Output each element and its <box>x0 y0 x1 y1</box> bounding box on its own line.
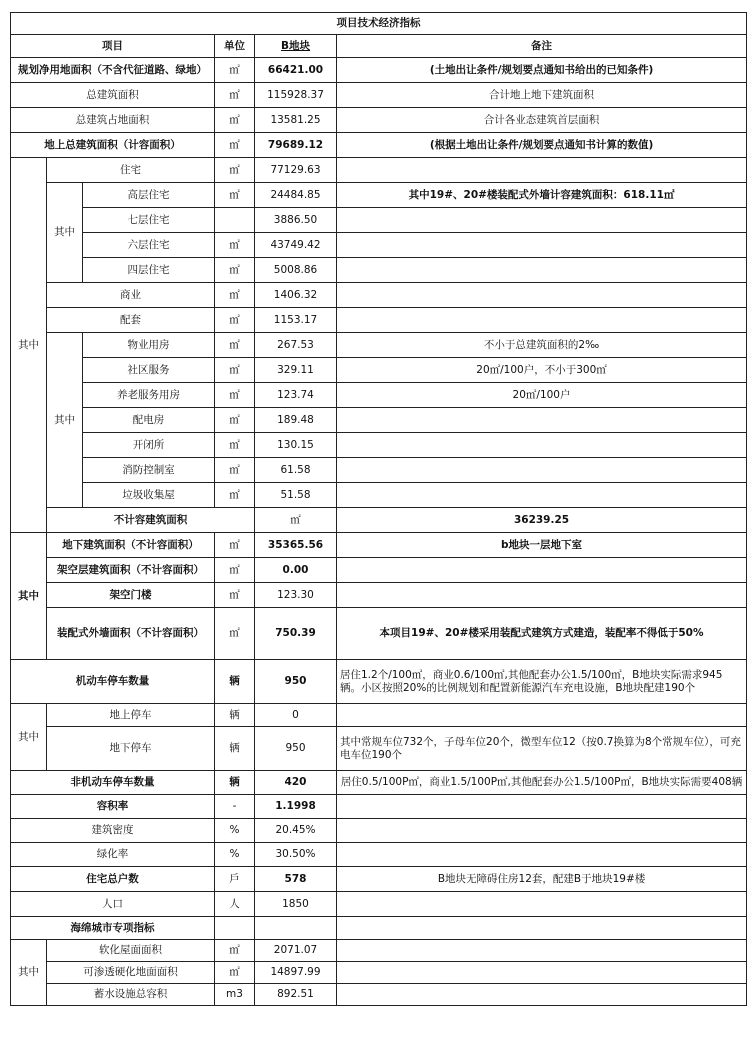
row-note <box>337 940 747 962</box>
table-row <box>11 583 747 608</box>
row-unit: 辆 <box>215 704 255 727</box>
row-note: 本项目19#、20#楼采用装配式建筑方式建造，装配率不得低于50% <box>337 608 747 660</box>
tech-econ-table <box>10 12 747 1006</box>
table-row <box>11 917 747 940</box>
row-note <box>337 408 747 433</box>
row-unit: ㎡ <box>215 483 255 508</box>
row-label: 商业 <box>47 283 215 308</box>
row-unit: 辆 <box>215 771 255 795</box>
group-label: 其中 <box>11 158 47 533</box>
row-unit: ㎡ <box>215 408 255 433</box>
table-row <box>11 108 747 133</box>
row-label: 地下建筑面积（不计容面积） <box>47 533 215 558</box>
row-note <box>337 433 747 458</box>
row-value: 1850 <box>255 892 337 917</box>
table-row <box>11 58 747 83</box>
row-unit: - <box>215 795 255 819</box>
row-note <box>337 233 747 258</box>
row-unit: ㎡ <box>215 962 255 984</box>
subgroup-label: 其中 <box>47 333 83 508</box>
row-note <box>337 917 747 940</box>
row-note <box>337 819 747 843</box>
row-note: 其中常规车位732个，子母车位20个，微型车位12（按0.7换算为8个常规车位），可充电车位190个 <box>337 727 747 771</box>
row-label: 配电房 <box>83 408 215 433</box>
row-label: 架空门楼 <box>47 583 215 608</box>
row-value: 130.15 <box>255 433 337 458</box>
row-value: 0.00 <box>255 558 337 583</box>
row-value: 14897.99 <box>255 962 337 984</box>
row-unit: % <box>215 819 255 843</box>
table-row <box>11 358 747 383</box>
row-value <box>255 917 337 940</box>
row-value: 43749.42 <box>255 233 337 258</box>
row-note: 不小于总建筑面积的2‰ <box>337 333 747 358</box>
row-label: 蓄水设施总容积 <box>47 984 215 1006</box>
row-value: 950 <box>255 660 337 704</box>
row-value: 5008.86 <box>255 258 337 283</box>
row-note <box>337 483 747 508</box>
row-note <box>337 795 747 819</box>
table-row <box>11 727 747 771</box>
row-value: 30.50% <box>255 843 337 867</box>
row-label: 机动车停车数量 <box>11 660 215 704</box>
table-row <box>11 508 747 533</box>
table-row <box>11 962 747 984</box>
header-item: 项目 <box>11 35 215 58</box>
row-label: 架空层建筑面积（不计容面积） <box>47 558 215 583</box>
row-label: 地上总建筑面积（计容面积） <box>11 133 215 158</box>
row-unit: ㎡ <box>215 283 255 308</box>
row-label: 垃圾收集屋 <box>83 483 215 508</box>
table-row <box>11 258 747 283</box>
row-unit: ㎡ <box>215 458 255 483</box>
row-value: 2071.07 <box>255 940 337 962</box>
table-row <box>11 795 747 819</box>
row-value: 35365.56 <box>255 533 337 558</box>
row-value: 267.53 <box>255 333 337 358</box>
row-value: 20.45% <box>255 819 337 843</box>
table-row <box>11 333 747 358</box>
row-unit: ㎡ <box>215 108 255 133</box>
row-unit: ㎡ <box>215 940 255 962</box>
header-value: B地块 <box>255 35 337 58</box>
table-row <box>11 233 747 258</box>
header-note: 备注 <box>337 35 747 58</box>
row-note <box>337 208 747 233</box>
group-label: 其中 <box>11 533 47 660</box>
row-value: 79689.12 <box>255 133 337 158</box>
row-value: 61.58 <box>255 458 337 483</box>
row-value: 36239.25 <box>337 508 747 533</box>
row-unit: ㎡ <box>215 58 255 83</box>
row-label: 软化屋面面积 <box>47 940 215 962</box>
row-note <box>337 704 747 727</box>
row-note <box>337 558 747 583</box>
table-row <box>11 408 747 433</box>
row-unit <box>215 917 255 940</box>
row-unit: 辆 <box>215 660 255 704</box>
row-unit: 戶 <box>215 867 255 892</box>
row-label: 海绵城市专项指标 <box>11 917 215 940</box>
row-note: 20㎡/100户 <box>337 383 747 408</box>
row-label: 非机动车停车数量 <box>11 771 215 795</box>
row-label: 七层住宅 <box>83 208 215 233</box>
row-label: 地上停车 <box>47 704 215 727</box>
table-row <box>11 867 747 892</box>
row-label: 高层住宅 <box>83 183 215 208</box>
row-label: 住宅总户数 <box>11 867 215 892</box>
table-row <box>11 158 747 183</box>
table-row <box>11 208 747 233</box>
row-note <box>337 892 747 917</box>
row-label: 地下停车 <box>47 727 215 771</box>
row-label: 社区服务 <box>83 358 215 383</box>
header-row <box>11 35 747 58</box>
row-label: 养老服务用房 <box>83 383 215 408</box>
row-label: 不计容建筑面积 <box>47 508 255 533</box>
row-unit: ㎡ <box>215 358 255 383</box>
row-value: 123.74 <box>255 383 337 408</box>
table-row <box>11 383 747 408</box>
row-value: 0 <box>255 704 337 727</box>
row-label: 总建筑占地面积 <box>11 108 215 133</box>
row-label: 可渗透硬化地面面积 <box>47 962 215 984</box>
row-unit: ㎡ <box>215 583 255 608</box>
row-unit: ㎡ <box>215 558 255 583</box>
row-unit: ㎡ <box>215 258 255 283</box>
row-value: 77129.63 <box>255 158 337 183</box>
row-label: 住宅 <box>47 158 215 183</box>
row-value: 750.39 <box>255 608 337 660</box>
row-label: 装配式外墙面积（不计容面积） <box>47 608 215 660</box>
row-unit: ㎡ <box>215 308 255 333</box>
table-row <box>11 558 747 583</box>
table-row <box>11 433 747 458</box>
row-unit: ㎡ <box>215 158 255 183</box>
table-row <box>11 183 747 208</box>
row-note <box>337 984 747 1006</box>
row-label: 总建筑面积 <box>11 83 215 108</box>
table-row <box>11 458 747 483</box>
table-row <box>11 83 747 108</box>
row-value: 1406.32 <box>255 283 337 308</box>
row-label: 配套 <box>47 308 215 333</box>
row-label: 建筑密度 <box>11 819 215 843</box>
row-note <box>337 258 747 283</box>
row-note: 合计地上地下建筑面积 <box>337 83 747 108</box>
row-note: 合计各业态建筑首层面积 <box>337 108 747 133</box>
row-note <box>337 583 747 608</box>
header-unit: 单位 <box>215 35 255 58</box>
tech-econ-table-wrapper <box>10 12 746 1006</box>
table-row <box>11 704 747 727</box>
row-unit: ㎡ <box>215 608 255 660</box>
subgroup-label: 其中 <box>47 183 83 283</box>
table-title: 项目技术经济指标 <box>11 13 747 35</box>
row-unit: ㎡ <box>255 508 337 533</box>
row-note: (土地出让条件/规划要点通知书给出的已知条件) <box>337 58 747 83</box>
row-note <box>337 843 747 867</box>
table-row <box>11 608 747 660</box>
row-value: 420 <box>255 771 337 795</box>
row-unit: ㎡ <box>215 233 255 258</box>
row-unit: ㎡ <box>215 83 255 108</box>
row-note: b地块一层地下室 <box>337 533 747 558</box>
row-note: B地块无障碍住房12套，配建B于地块19#楼 <box>337 867 747 892</box>
row-value: 950 <box>255 727 337 771</box>
row-label: 开闭所 <box>83 433 215 458</box>
row-value: 1153.17 <box>255 308 337 333</box>
row-note: 居住0.5/100P㎡，商业1.5/100P㎡,其他配套办公1.5/100P㎡，B地块实际需要408辆 <box>337 771 747 795</box>
row-label: 绿化率 <box>11 843 215 867</box>
row-note <box>337 283 747 308</box>
row-unit: ㎡ <box>215 333 255 358</box>
table-row <box>11 843 747 867</box>
row-note: 居住1.2个/100㎡，商业0.6/100㎡,其他配套办公1.5/100㎡，B地块实际需求945辆。小区按照20%的比例规划和配置新能源汽车充电设施，B地块配建190个 <box>337 660 747 704</box>
row-note: 其中19#、20#楼装配式外墙计容建筑面积：618.11㎡ <box>337 183 747 208</box>
row-unit: % <box>215 843 255 867</box>
row-value: 51.58 <box>255 483 337 508</box>
row-note: 20㎡/100户，不小于300㎡ <box>337 358 747 383</box>
row-note <box>337 458 747 483</box>
row-label: 规划净用地面积（不含代征道路、绿地） <box>11 58 215 83</box>
row-label: 四层住宅 <box>83 258 215 283</box>
row-note <box>337 308 747 333</box>
row-label: 六层住宅 <box>83 233 215 258</box>
row-note <box>337 158 747 183</box>
row-label: 人口 <box>11 892 215 917</box>
row-note <box>337 962 747 984</box>
row-value: 115928.37 <box>255 83 337 108</box>
row-value: 329.11 <box>255 358 337 383</box>
row-unit: ㎡ <box>215 183 255 208</box>
row-unit: 人 <box>215 892 255 917</box>
row-unit <box>215 208 255 233</box>
table-row <box>11 533 747 558</box>
row-value: 3886.50 <box>255 208 337 233</box>
row-value: 24484.85 <box>255 183 337 208</box>
row-label: 消防控制室 <box>83 458 215 483</box>
table-row <box>11 984 747 1006</box>
row-value: 189.48 <box>255 408 337 433</box>
row-value: 13581.25 <box>255 108 337 133</box>
row-unit: ㎡ <box>215 133 255 158</box>
group-label: 其中 <box>11 704 47 771</box>
row-value: 1.1998 <box>255 795 337 819</box>
table-row <box>11 660 747 704</box>
table-row <box>11 133 747 158</box>
row-value: 892.51 <box>255 984 337 1006</box>
table-row <box>11 771 747 795</box>
table-row <box>11 940 747 962</box>
row-value: 123.30 <box>255 583 337 608</box>
table-row <box>11 892 747 917</box>
table-row <box>11 283 747 308</box>
table-row <box>11 819 747 843</box>
table-row <box>11 308 747 333</box>
row-unit: m3 <box>215 984 255 1006</box>
row-unit: ㎡ <box>215 533 255 558</box>
row-label: 物业用房 <box>83 333 215 358</box>
row-label: 容积率 <box>11 795 215 819</box>
row-value: 66421.00 <box>255 58 337 83</box>
row-note: (根据土地出让条件/规划要点通知书计算的数值) <box>337 133 747 158</box>
row-value: 578 <box>255 867 337 892</box>
row-unit: ㎡ <box>215 383 255 408</box>
table-row <box>11 483 747 508</box>
title-row <box>11 13 747 35</box>
row-unit: 辆 <box>215 727 255 771</box>
group-label: 其中 <box>11 940 47 1006</box>
row-unit: ㎡ <box>215 433 255 458</box>
